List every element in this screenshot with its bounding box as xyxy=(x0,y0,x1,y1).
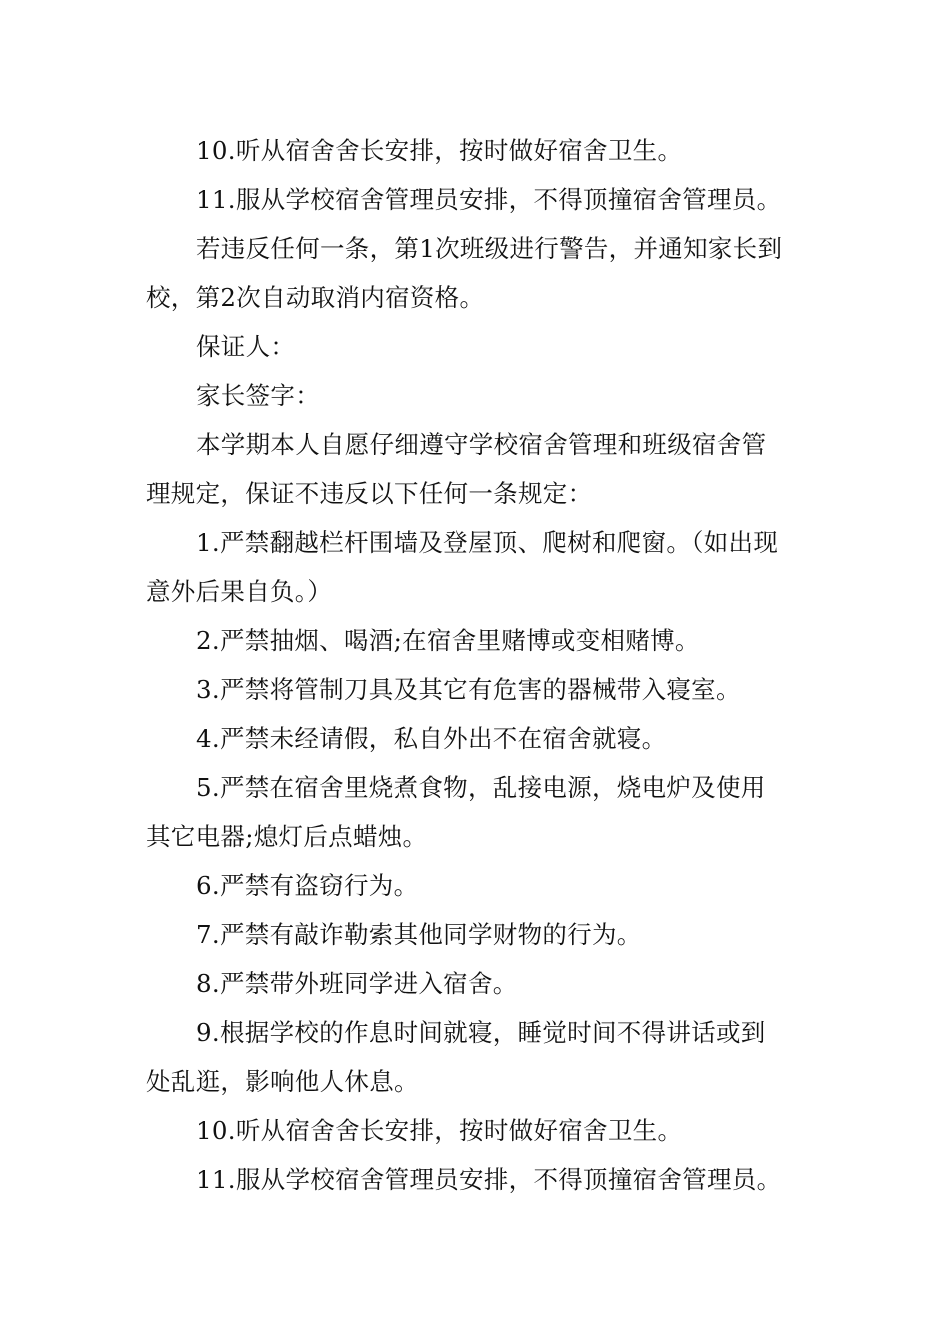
rule-10-line: 10.听从宿舍舍长安排，按时做好宿舍卫生。 xyxy=(196,136,683,165)
violation-clause-line-1: 若违反任何一条，第1次班级进行警告，并通知家长到 xyxy=(196,234,783,263)
parent-signature-label: 家长签字： xyxy=(196,381,320,410)
rule-5-line-1: 5.严禁在宿舍里烧煮食物，乱接电源，烧电炉及使用 xyxy=(196,773,766,802)
rule-1-line-1: 1.严禁翻越栏杆围墙及登屋顶、爬树和爬窗。（如出现 xyxy=(196,528,779,557)
rule-10-line-repeat: 10.听从宿舍舍长安排，按时做好宿舍卫生。 xyxy=(196,1116,683,1145)
guarantor-label: 保证人： xyxy=(196,332,296,361)
rule-2-line: 2.严禁抽烟、喝酒;在宿舍里赌博或变相赌博。 xyxy=(196,626,700,655)
rule-6-line: 6.严禁有盗窃行为。 xyxy=(196,871,419,900)
document-body xyxy=(146,126,808,1204)
rule-3-line: 3.严禁将管制刀具及其它有危害的器械带入寝室。 xyxy=(196,675,741,704)
rule-4-line: 4.严禁未经请假，私自外出不在宿舍就寝。 xyxy=(196,724,667,753)
pledge-intro-line-2: 理规定，保证不违反以下任何一条规定： xyxy=(146,479,593,508)
pledge-intro-line-1: 本学期本人自愿仔细遵守学校宿舍管理和班级宿舍管 xyxy=(196,430,767,459)
rule-11-line-repeat: 11.服从学校宿舍管理员安排，不得顶撞宿舍管理员。 xyxy=(196,1165,782,1194)
rule-8-line: 8.严禁带外班同学进入宿舍。 xyxy=(196,969,518,998)
rule-5-line-2: 其它电器;熄灯后点蜡烛。 xyxy=(146,822,428,851)
rule-9-line-2: 处乱逛，影响他人休息。 xyxy=(146,1067,419,1096)
rule-11-line: 11.服从学校宿舍管理员安排，不得顶撞宿舍管理员。 xyxy=(196,185,782,214)
rule-7-line: 7.严禁有敲诈勒索其他同学财物的行为。 xyxy=(196,920,642,949)
rule-1-line-2: 意外后果自负。） xyxy=(146,577,333,606)
rule-9-line-1: 9.根据学校的作息时间就寝，睡觉时间不得讲话或到 xyxy=(196,1018,766,1047)
violation-clause-line-2: 校，第2次自动取消内宿资格。 xyxy=(146,283,485,312)
